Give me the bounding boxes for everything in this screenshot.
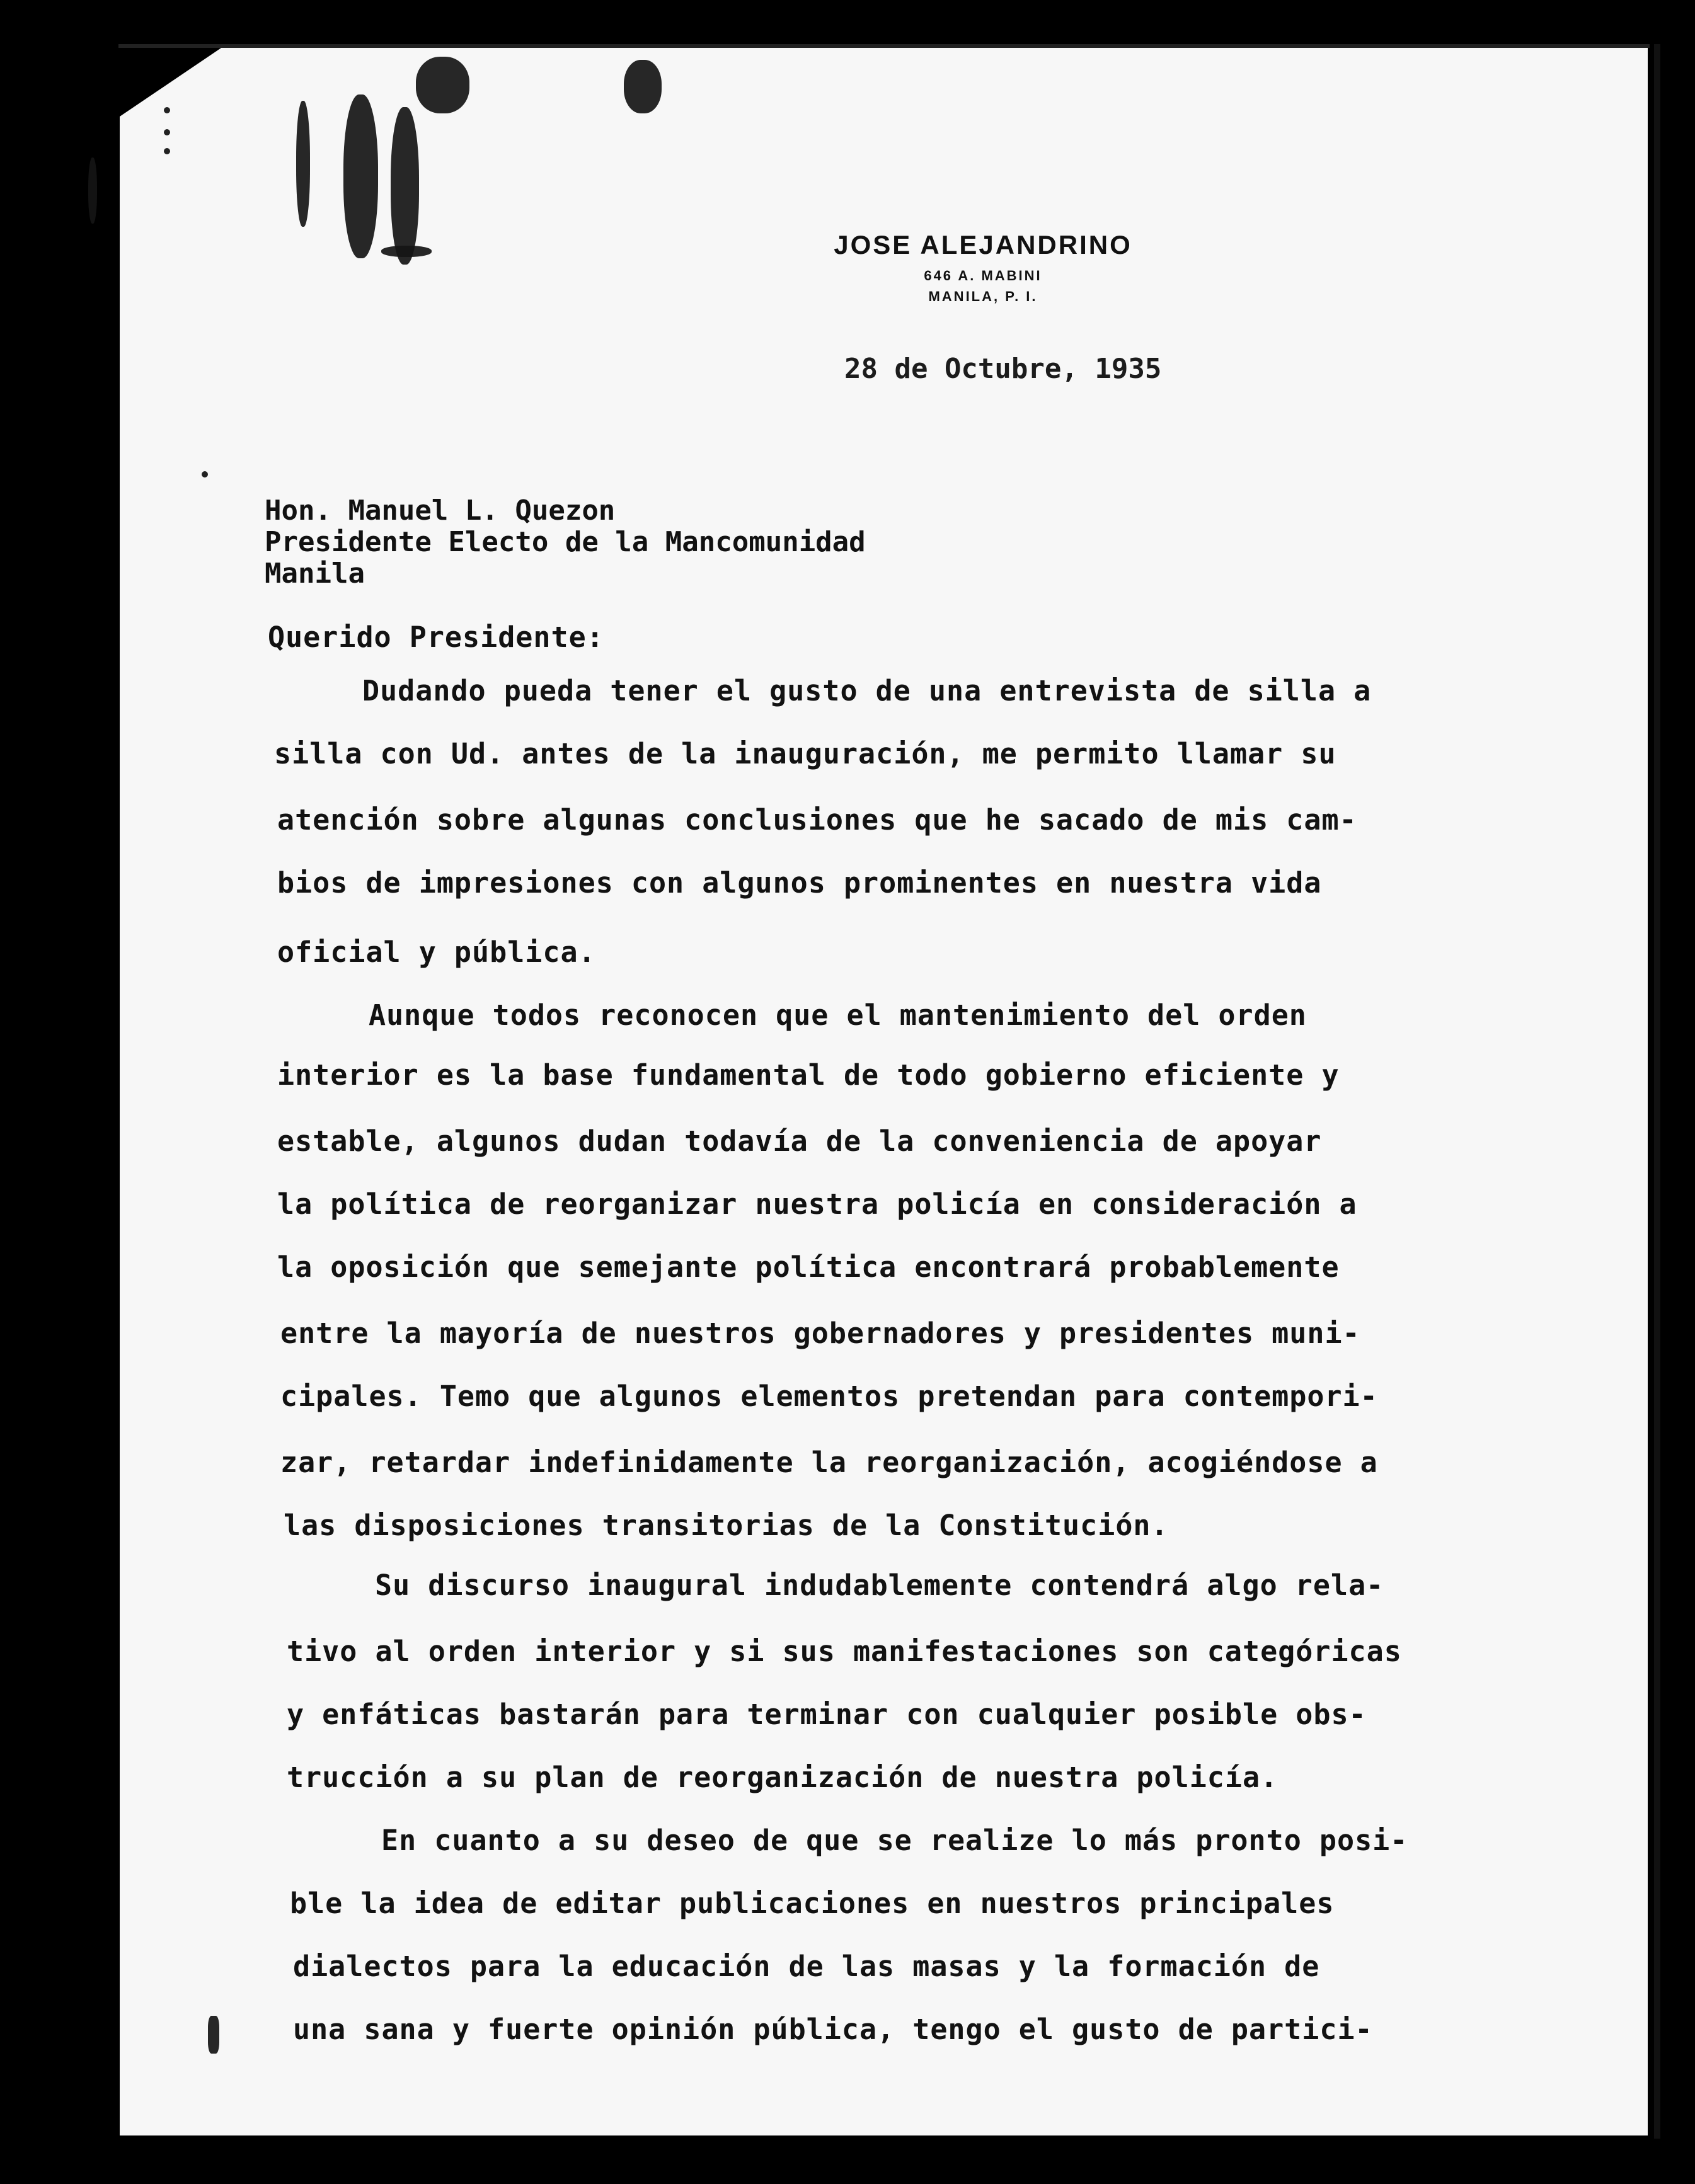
body-line: dialectos para la educación de las masas y la formación de bbox=[293, 1950, 1320, 1983]
body-line: una sana y fuerte opinión pública, tengo el gusto de partici- bbox=[293, 2013, 1373, 2046]
recipient-name: Hon. Manuel L. Quezon bbox=[265, 495, 616, 527]
ink-smudge bbox=[296, 101, 310, 227]
body-line: interior es la base fundamental de todo gobierno eficiente y bbox=[277, 1058, 1340, 1092]
page-top-edge bbox=[118, 44, 1650, 48]
ink-mark bbox=[208, 2016, 219, 2054]
body-line: la política de reorganizar nuestra policía en consideración a bbox=[277, 1187, 1357, 1221]
body-line: Dudando pueda tener el gusto de una entrevista de silla a bbox=[362, 674, 1372, 707]
body-line: silla con Ud. antes de la inauguración, me permito llamar su bbox=[274, 737, 1336, 770]
body-line: oficial y pública. bbox=[277, 935, 596, 969]
ink-dot bbox=[164, 107, 170, 113]
body-line: estable, algunos dudan todavía de la conveniencia de apoyar bbox=[277, 1124, 1322, 1158]
body-line: En cuanto a su deseo de que se realize lo más pronto posi- bbox=[381, 1824, 1408, 1857]
body-line: entre la mayoría de nuestros gobernadores y presidentes muni- bbox=[280, 1317, 1360, 1350]
body-line: bios de impresiones con algunos prominentes en nuestra vida bbox=[277, 866, 1322, 900]
ink-smudge bbox=[416, 57, 469, 113]
ink-smudge bbox=[624, 60, 662, 113]
body-line: tivo al orden interior y si sus manifestaciones son categóricas bbox=[287, 1635, 1402, 1668]
letterhead-name: JOSE ALEJANDRINO bbox=[834, 230, 1132, 260]
ink-smudge bbox=[88, 157, 97, 224]
body-line: ble la idea de editar publicaciones en nuestros principales bbox=[290, 1887, 1335, 1920]
recipient-city: Manila bbox=[265, 557, 365, 590]
body-line: y enfáticas bastarán para terminar con cualquier posible obs- bbox=[287, 1698, 1367, 1731]
letterhead-street: 646 A. MABINI bbox=[924, 268, 1042, 283]
body-line: zar, retardar indefinidamente la reorganización, acogiéndose a bbox=[280, 1446, 1378, 1479]
salutation: Querido Presidente: bbox=[268, 620, 604, 654]
body-line: las disposiciones transitorias de la Constitución. bbox=[284, 1509, 1169, 1542]
body-line: trucción a su plan de reorganización de nuestra policía. bbox=[287, 1761, 1278, 1794]
ink-dot bbox=[164, 129, 170, 135]
body-line: la oposición que semejante política encontrará probablemente bbox=[277, 1250, 1340, 1284]
body-line: Su discurso inaugural indudablemente contendrá algo rela- bbox=[375, 1569, 1384, 1602]
letter-date: 28 de Octubre, 1935 bbox=[844, 353, 1162, 385]
ink-dot bbox=[164, 148, 170, 154]
ink-dot bbox=[202, 471, 208, 477]
page-right-edge bbox=[1654, 44, 1660, 2139]
body-line: atención sobre algunas conclusiones que he sacado de mis cam- bbox=[277, 803, 1357, 837]
letterhead-city: MANILA, P. I. bbox=[928, 289, 1038, 304]
recipient-title: Presidente Electo de la Mancomunidad bbox=[265, 526, 866, 558]
body-line: Aunque todos reconocen que el mantenimiento del orden bbox=[369, 998, 1307, 1032]
body-line: cipales. Temo que algunos elementos pretendan para contempori- bbox=[280, 1380, 1378, 1413]
